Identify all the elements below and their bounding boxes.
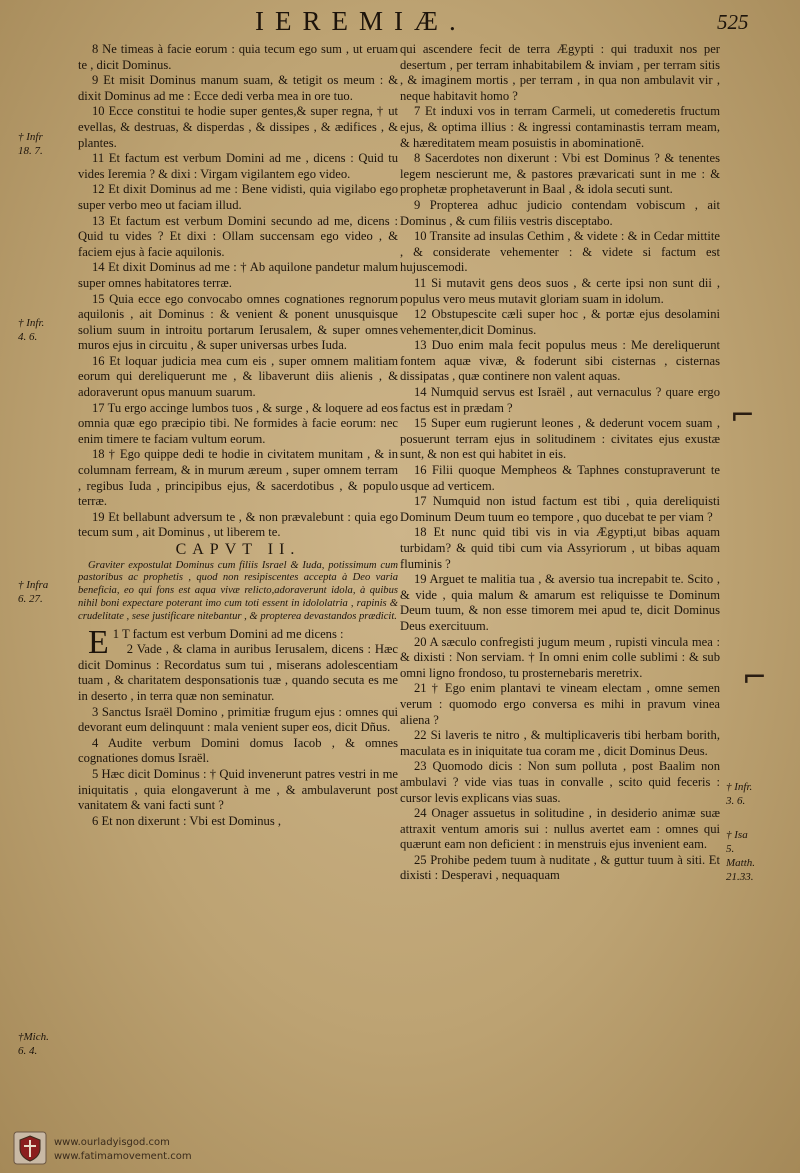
verse: 8 Ne timeas à facie eorum : quia tecum ego sum , ut eruam te , dicit Dominus. (78, 42, 398, 72)
verse: 24 Onager assuetus in solitudine , in desiderio animæ suæ attraxit ventum amoris sui : nullus avertet eam : omnes qui quærunt eam non deficient : in menstruis ejus invenient eam. (400, 806, 720, 852)
footer-links (54, 1136, 192, 1164)
verses-after-chapter (78, 642, 398, 829)
verse: 5 Hæc dicit Dominus : † Quid invenerunt patres vestri in me iniquitatis , quia elongaverunt à me , & ambulaverunt post vanitatem & vani facti sunt ? (78, 766, 398, 813)
verse: 25 Prohibe pedem tuum à nuditate , & guttur tuum à siti. Et dixisti : Desperavi , nequaquam (400, 852, 720, 883)
shield-logo-icon (12, 1130, 48, 1166)
verse: 10 Transite ad insulas Cethim , & videte : & in Cedar mittite , & considerate vehementer : & videte si factum est hujuscemodi. (400, 229, 720, 275)
verse: 11 Si mutavit gens deos suos , & certe ipsi non sunt dii , populus vero meus mutavit gloriam suam in idolum. (400, 275, 720, 306)
verse: 13 Duo enim mala fecit populus meus : Me dereliquerunt fontem aquæ vivæ, & foderunt sibi cisternas , cisternas dissipatas , quæ continere non valent aquas. (400, 338, 720, 384)
verse: 9 Propterea adhuc judicio contendam vobiscum , ait Dominus , & cum filiis vestris disceptabo. (400, 197, 720, 228)
verse: 9 Et misit Dominus manum suam, & tetigit os meum : & dixit Dominus ad me : Ecce dedi verba mea in ore tuo. (78, 73, 398, 103)
verse: 21 † Ego enim plantavi te vineam electam , omne semen verum : quomodo ergo conversa es mihi in pravum vinea aliena ? (400, 681, 720, 727)
first-verse (78, 623, 398, 661)
verse: 2 Vade , & clama in auribus Ierusalem, dicens : Hæc dicit Dominus : Recordatus sum tui , miserans adolescentiam tuam , & charitatem desponsationis tuæ , quando secuta es me in deserto , in terra quæ non seminatur. (78, 642, 398, 703)
margin-reference: † Infra 6. 27. (18, 579, 49, 605)
verse: 17 Tu ergo accinge lumbos tuos , & surge , & loquere ad eos omnia quæ ego præcipio tibi. Ne formides à facie eorum: nec enim timere te faciam vultum eorum. (78, 400, 398, 446)
verse: 19 Arguet te malitia tua , & aversio tua increpabit te. Scito , & vide , quia malum & amarum est reliquisse te Dominum Deum tuum, & non esse timorem mei apud te, dicit Dominus Deus exercituum. (400, 572, 720, 633)
running-title: IEREMIÆ. (255, 6, 467, 36)
verse: 12 Et dixit Dominus ad me : Bene vidisti, quia vigilabo ego super verbo meo ut faciam illud. (78, 182, 398, 212)
left-column (78, 42, 398, 829)
verse: 14 Numquid servus est Israël , aut vernaculus ? quare ergo factus est in prædam ? (400, 385, 720, 415)
verse: 16 Filii quoque Mempheos & Taphnes constupraverunt te usque ad verticem. (400, 463, 720, 493)
verse: 18 † Ego quippe dedi te hodie in civitatem munitam , & in columnam ferream, & in murum æreum , super omnem terram , regibus Iuda , principibus ejus, & sacerdotibus , & populo terræ. (78, 447, 398, 509)
page-header (0, 6, 800, 40)
verse: qui ascendere fecit de terra Ægypti : qui traduxit nos per desertum , per terram inhabitabilem & inviam , per terram sitis , & imaginem mortis , per terram , in qua non ambulavit vir , neque habitavit homo ? (400, 42, 720, 103)
verse: 15 Quia ecce ego convocabo omnes cognationes regnorum aquilonis , ait Dominus : & venient & ponent unusquisque solium suum in introitu portarum Ierusalem, & super omnes muros ejus in circuitu , & super universas urbes Iuda. (78, 291, 398, 353)
footer (12, 1130, 312, 1170)
first-verse-text: 1 T factum est verbum Domini ad me dicens : (112, 626, 344, 641)
verse: 23 Quomodo dicis : Non sum polluta , post Baalim non ambulavi ? vide vias tuas in convalle , scito quid feceris : cursor levis explicans vias suas. (400, 759, 720, 805)
verse: 10 Ecce constitui te hodie super gentes,& super regna, † ut evellas, & destruas, & disperdas , & dissipes , & ædifices , & plantes. (78, 104, 398, 150)
verse: 16 Et loquar judicia mea cum eis , super omnem malitiam eorum qui dereliquerunt me , & libaverunt diis alienis , & adoraverunt opus manuum suarum. (78, 353, 398, 400)
verse: 12 Obstupescite cæli super hoc , & portæ ejus desolamini vehementer,dicit Dominus. (400, 307, 720, 337)
verse: 14 Et dixit Dominus ad me : † Ab aquilone pandetur malum super omnes habitatores terræ. (78, 260, 398, 290)
verse: 4 Audite verbum Domini domus Iacob , & omnes cognationes domus Israël. (78, 735, 398, 766)
page-number: 525 (717, 10, 749, 34)
verse: 20 A sæculo confregisti jugum meum , rupisti vincula mea : & dixisti : Non serviam. † In omni enim colle sublimi : & sub omni ligno frondoso, tu prosternebaris meretrix. (400, 634, 720, 680)
verse: 17 Numquid non istud factum est tibi , quia dereliquisti Dominum Deum tuum eo tempore , quo ducebat te per viam ? (400, 494, 720, 524)
verse: 13 Et factum est verbum Domini secundo ad me, dicens : Quid tu vides ? Et dixi : Ollam succensam ego video , & faciem ejus à facie aquilonis. (78, 213, 398, 259)
verses-before-chapter (78, 42, 398, 541)
footer-link-ourladyisgod[interactable]: www.ourladyisgod.com (54, 1137, 170, 1148)
verse: 19 Et bellabunt adversum te , & non prævalebunt : quia ego tecum sum , ait Dominus , ut liberem te. (78, 509, 398, 540)
footer-link-fatimamovement[interactable]: www.fatimamovement.com (54, 1151, 192, 1162)
handwritten-bracket-mark: ⌐ (730, 398, 756, 433)
chapter-summary: Graviter expostulat Dominus cum filiis Israel & Iuda, potissimum cum pastoribus ac prophetis , quod non resipiscentes accepta à Deo varia beneficia, eo qui fons est aqua vivæ relicto,adoraverunt idola, à quibus nihil boni expectare poterant imo cum toti essent in idololatria , rapinis & crudelitate , sese justificare nitebantur , & propterea devastandos prædicit. (78, 559, 398, 622)
verse: 8 Sacerdotes non dixerunt : Vbi est Dominus ? & tenentes legem nescierunt me, & pastores prævaricati sunt in me : & prophetæ prophetaverunt in Baal , & idola secuti sunt. (400, 151, 720, 197)
verse: 7 Et induxi vos in terram Carmeli, ut comederetis fructum ejus, & optima illius : & ingressi contaminastis terram meam, & hæreditatem meam posuistis in abominationē. (400, 104, 720, 150)
margin-reference: † Infr. 4. 6. (18, 317, 45, 343)
verse: 3 Sanctus Israël Domino , primitiæ frugum ejus : omnes qui devorant eum delinquunt : mala venient super eos, dicit Dñus. (78, 704, 398, 735)
verse: 6 Et non dixerunt : Vbi est Dominus , (92, 813, 282, 828)
verse: 15 Super eum rugierunt leones , & dederunt vocem suam , posuerunt terram ejus in solitudinem : civitates ejus exustæ sunt, & non est qui habitet in eis. (400, 416, 720, 462)
verse: 18 Et nunc quid tibi vis in via Ægypti,ut bibas aquam turbidam? & quid tibi cum via Assyriorum , ut bibas aquam fluminis ? (400, 525, 720, 571)
margin-reference: †Mich. 6. 4. (18, 1031, 49, 1057)
handwritten-bracket-mark: ⌐ (742, 660, 768, 695)
verse: 22 Si laveris te nitro , & multiplicaveris tibi herbam borith, maculata es in iniquitate tua coram me , dicit Dominus Deus. (400, 728, 720, 758)
margin-reference: † Infr. 3. 6. (726, 781, 753, 807)
margin-reference: † Infr 18. 7. (18, 131, 43, 157)
verse: 11 Et factum est verbum Domini ad me , dicens : Quid tu vides Ieremia ? & dixi : Virgam vigilantem ego video. (78, 151, 398, 181)
chapter-heading: CAPVT II. (175, 541, 301, 558)
drop-cap: E (88, 623, 109, 661)
margin-reference: † Isa 5. Matth. 21.33. (726, 829, 756, 883)
right-column (400, 42, 720, 884)
